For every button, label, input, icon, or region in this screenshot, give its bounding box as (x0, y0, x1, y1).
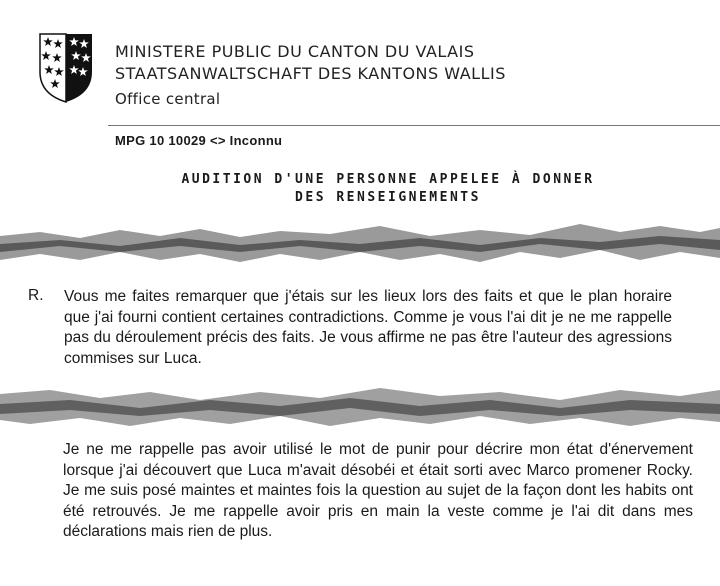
statement-paragraph: Je ne me rappelle pas avoir utilisé le mot de punir pour décrire mon état d'énervement lorsque j'ai découvert que Luca m'avait désobéi et était sorti avec Marco promener Rocky. Je me suis posé maintes et maintes fois la question au sujet de la façon dont les habits ont été retrouvés. Je me rappelle avoir pris en main la veste comme je l'ai dit dans mes déclarations mais rien de plus. (63, 441, 693, 540)
valais-coat-of-arms-icon (38, 32, 94, 104)
case-reference: MPG 10 10029 <> Inconnu (115, 133, 283, 148)
header-divider (108, 125, 720, 126)
office-name: Office central (115, 90, 221, 108)
document-title-line-2: DES RENSEIGNEMENTS (295, 190, 481, 205)
org-name-french: MINISTERE PUBLIC DU CANTON DU VALAIS (115, 42, 475, 61)
document-title-line-1: AUDITION D'UNE PERSONNE APPELEE À DONNER (181, 172, 595, 187)
torn-paper-divider (0, 378, 720, 436)
torn-paper-divider (0, 214, 720, 272)
answer-label: R. (28, 287, 44, 304)
answer-paragraph: Vous me faites remarquer que j'étais sur les lieux lors des faits et que le plan horaire que j'ai fourni contient certaines contradictions. Comme je vous l'ai dit je ne me rappelle pas du déroulement précis des faits. Je vous affirme ne pas être l'auteur des agressions commises sur Luca. (64, 288, 672, 367)
org-name-german: STAATSANWALTSCHAFT DES KANTONS WALLIS (115, 64, 506, 83)
